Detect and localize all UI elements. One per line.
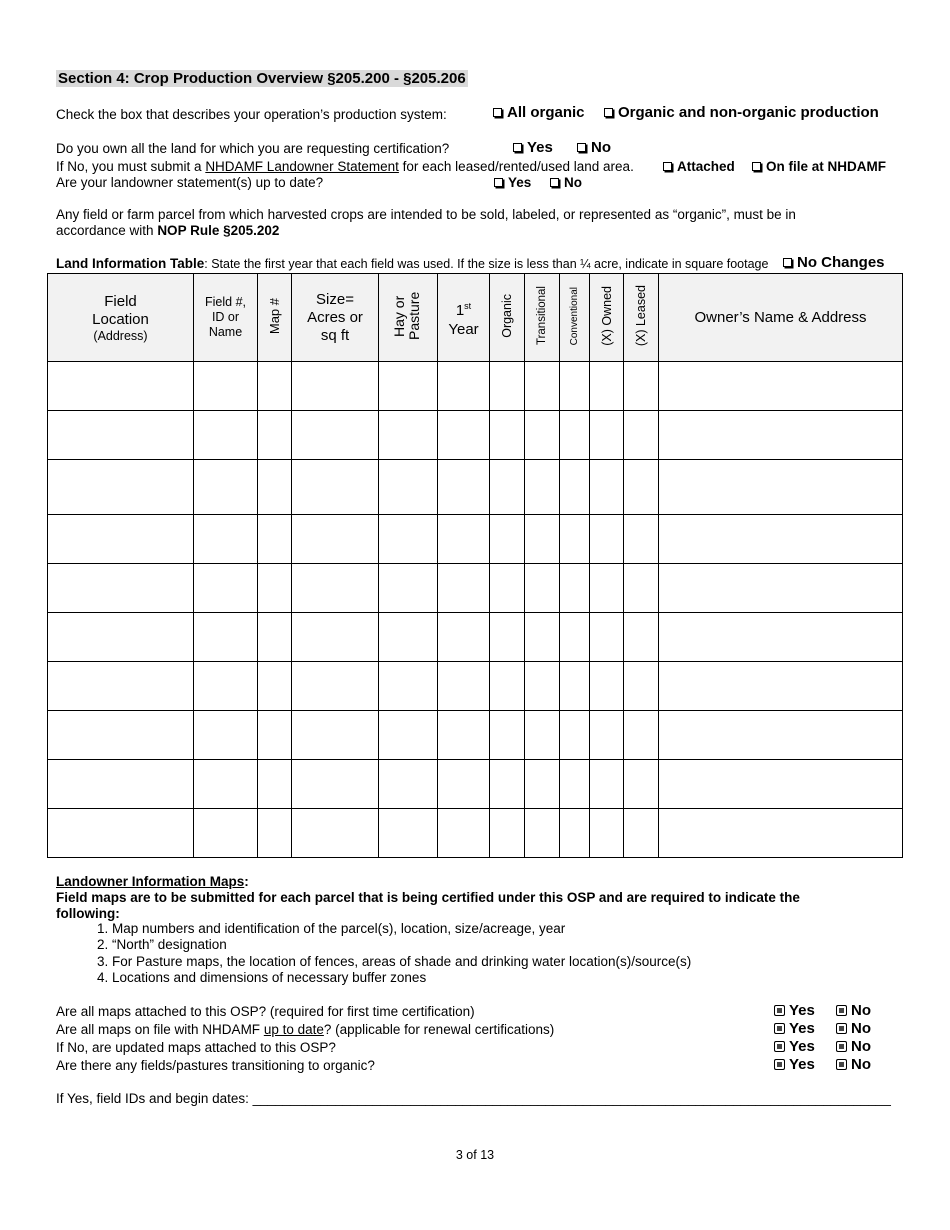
maps-attached-yes[interactable]: Yes [774,1002,815,1019]
table-cell[interactable] [659,460,903,515]
table-cell[interactable] [490,515,525,564]
table-cell[interactable] [490,362,525,411]
header-organic: Organic [490,274,525,362]
table-row [48,662,903,711]
table-cell[interactable] [560,809,590,858]
maps-heading: Landowner Information Maps: [56,874,249,889]
table-cell[interactable] [624,362,659,411]
checkbox-icon[interactable] [663,162,672,171]
header-owned: (X) Owned [590,274,624,362]
checkbox-icon[interactable] [752,162,761,171]
table-cell[interactable] [525,411,560,460]
table-cell[interactable] [490,760,525,809]
field-ids-input[interactable]: _____________________________________________________________________________________ [252,1091,891,1106]
landowner-statement-line: If No, you must submit a NHDAMF Landowner Statement for each leased/rented/used land area. [56,159,634,174]
land-own-yes[interactable]: Yes [513,139,553,156]
table-cell[interactable] [590,809,624,858]
table-cell[interactable] [659,613,903,662]
table-cell[interactable] [379,515,438,564]
table-cell[interactable] [560,515,590,564]
table-cell[interactable] [624,711,659,760]
table-cell[interactable] [624,662,659,711]
table-cell[interactable] [560,362,590,411]
production-question: Check the box that describes your operation’s production system: [56,107,447,122]
table-cell[interactable] [659,564,903,613]
checkbox-icon[interactable] [774,1023,785,1034]
updated-maps-yes[interactable]: Yes [774,1038,815,1055]
checkbox-icon[interactable] [604,108,613,117]
table-cell[interactable] [525,613,560,662]
table-cell[interactable] [194,362,258,411]
table-row [48,564,903,613]
question-updated-maps: If No, are updated maps attached to this OSP? Yes No [56,1038,871,1055]
checkbox-icon[interactable] [494,178,503,187]
checkbox-icon[interactable] [774,1041,785,1052]
table-row [48,711,903,760]
table-cell[interactable] [194,760,258,809]
table-cell[interactable] [624,460,659,515]
table-cell[interactable] [624,760,659,809]
table-cell[interactable] [590,760,624,809]
table-cell[interactable] [438,809,490,858]
statement-on-file-option[interactable]: On file at NHDAMF [752,159,886,174]
rule-note-line2: accordance with NOP Rule §205.202 [56,223,280,238]
table-cell[interactable] [560,564,590,613]
table-cell[interactable] [292,515,379,564]
table-cell[interactable] [258,760,292,809]
table-cell[interactable] [292,460,379,515]
table-cell[interactable] [560,613,590,662]
table-cell[interactable] [194,711,258,760]
maps-requirement: Field maps are to be submitted for each parcel that is being certified under this OSP and are required to indicate the following: [56,890,800,921]
checkbox-icon[interactable] [577,143,586,152]
table-row [48,411,903,460]
table-cell[interactable] [48,362,194,411]
question-transitioning: Are there any fields/pastures transitioning to organic? Yes No [56,1056,871,1073]
table-cell[interactable] [624,809,659,858]
table-cell[interactable] [438,662,490,711]
checkbox-icon[interactable] [513,143,522,152]
table-cell[interactable] [438,711,490,760]
table-cell[interactable] [438,411,490,460]
table-cell[interactable] [379,411,438,460]
table-cell[interactable] [194,809,258,858]
table-cell[interactable] [438,515,490,564]
table-cell[interactable] [292,809,379,858]
header-size: Size= Acres or sq ft [292,274,379,362]
table-cell[interactable] [258,411,292,460]
no-changes-option[interactable]: No Changes [783,254,885,271]
table-cell[interactable] [292,662,379,711]
table-cell[interactable] [379,711,438,760]
table-row [48,613,903,662]
table-cell[interactable] [48,613,194,662]
table-cell[interactable] [525,662,560,711]
table-cell[interactable] [48,515,194,564]
page-number: 3 of 13 [455,1148,495,1162]
table-cell[interactable] [525,515,560,564]
table-cell[interactable] [48,411,194,460]
table-cell[interactable] [590,662,624,711]
table-cell[interactable] [292,411,379,460]
header-map: Map # [258,274,292,362]
table-cell[interactable] [258,613,292,662]
table-cell[interactable] [490,711,525,760]
table-cell[interactable] [590,460,624,515]
transitioning-no[interactable]: No [836,1056,871,1073]
land-table-caption: Land Information Table: State the first year that each field was used. If the size is less than ¼ acre, indicate in square footage [56,256,769,271]
land-own-no[interactable]: No [577,139,611,156]
table-cell[interactable] [590,564,624,613]
maps-on-file-no[interactable]: No [836,1020,871,1037]
list-item: 4. Locations and dimensions of necessary buffer zones [112,970,691,986]
table-row [48,515,903,564]
checkbox-icon[interactable] [836,1005,847,1016]
table-cell[interactable] [292,711,379,760]
header-first-year: 1st Year [438,274,490,362]
table-cell[interactable] [48,711,194,760]
checkbox-icon[interactable] [836,1059,847,1070]
land-own-question: Do you own all the land for which you are requesting certification? [56,141,450,156]
table-cell[interactable] [525,809,560,858]
table-cell[interactable] [258,515,292,564]
table-cell[interactable] [379,362,438,411]
table-cell[interactable] [194,564,258,613]
table-cell[interactable] [525,760,560,809]
table-cell[interactable] [525,564,560,613]
table-cell[interactable] [560,662,590,711]
transitioning-yes[interactable]: Yes [774,1056,815,1073]
table-row [48,809,903,858]
table-cell[interactable] [490,564,525,613]
table-cell[interactable] [438,362,490,411]
uptodate-no[interactable]: No [550,175,582,190]
header-owner: Owner’s Name & Address [659,274,903,362]
maps-on-file-yes[interactable]: Yes [774,1020,815,1037]
table-cell[interactable] [258,564,292,613]
table-cell[interactable] [48,460,194,515]
statement-attached-option[interactable]: Attached [663,159,735,174]
table-cell[interactable] [292,564,379,613]
table-cell[interactable] [379,564,438,613]
checkbox-icon[interactable] [836,1041,847,1052]
table-cell[interactable] [379,460,438,515]
table-row [48,460,903,515]
table-cell[interactable] [590,362,624,411]
table-cell[interactable] [292,362,379,411]
table-cell[interactable] [292,613,379,662]
table-cell[interactable] [194,613,258,662]
table-cell[interactable] [659,515,903,564]
table-cell[interactable] [525,460,560,515]
table-cell[interactable] [659,411,903,460]
checkbox-icon[interactable] [493,108,502,117]
land-information-table [47,273,903,858]
header-field-location: Field Location (Address) [48,274,194,362]
list-item: 1. Map numbers and identification of the parcel(s), location, size/acreage, year [112,921,691,937]
table-cell[interactable] [560,411,590,460]
maps-attached-no[interactable]: No [836,1002,871,1019]
table-cell[interactable] [624,515,659,564]
table-cell[interactable] [194,411,258,460]
map-requirements-list [56,921,691,987]
table-cell[interactable] [379,613,438,662]
landowner-statement-link[interactable]: NHDAMF Landowner Statement [205,159,399,174]
uptodate-yes[interactable]: Yes [494,175,531,190]
table-cell[interactable] [490,613,525,662]
table-row [48,760,903,809]
checkbox-icon[interactable] [774,1059,785,1070]
checkbox-icon[interactable] [836,1023,847,1034]
table-cell[interactable] [490,809,525,858]
table-cell[interactable] [659,362,903,411]
table-cell[interactable] [194,515,258,564]
table-cell[interactable] [438,613,490,662]
question-maps-on-file: Are all maps on file with NHDAMF up to date? (applicable for renewal certifications) Yes No [56,1020,871,1037]
header-transitional: Transitional [525,274,560,362]
table-cell[interactable] [438,760,490,809]
table-cell[interactable] [624,613,659,662]
table-cell[interactable] [560,711,590,760]
table-cell[interactable] [258,662,292,711]
header-leased: (X) Leased [624,274,659,362]
table-cell[interactable] [490,460,525,515]
list-item: 2. “North” designation [112,937,691,953]
table-cell[interactable] [560,460,590,515]
table-cell[interactable] [525,711,560,760]
table-cell[interactable] [659,760,903,809]
table-cell[interactable] [438,564,490,613]
table-cell[interactable] [490,411,525,460]
field-ids-line: If Yes, field IDs and begin dates: _____________________________________________________________________________________ [56,1091,891,1106]
header-hay-pasture: Hay or Pasture [379,274,438,362]
table-cell[interactable] [48,662,194,711]
table-cell[interactable] [48,760,194,809]
table-cell[interactable] [379,662,438,711]
table-cell[interactable] [48,564,194,613]
rule-note-line1: Any field or farm parcel from which harvested crops are intended to be sold, labeled, or represented as “organic”, must be in [56,207,796,222]
section-title: Section 4: Crop Production Overview §205.200 - §205.206 [58,70,466,87]
table-cell[interactable] [258,809,292,858]
uptodate-question: Are your landowner statement(s) up to date? [56,175,324,190]
table-cell[interactable] [624,564,659,613]
table-cell[interactable] [438,460,490,515]
table-cell[interactable] [590,515,624,564]
table-cell[interactable] [194,460,258,515]
table-cell[interactable] [624,411,659,460]
table-cell[interactable] [525,362,560,411]
table-cell[interactable] [590,711,624,760]
production-option-mixed[interactable]: Organic and non-organic production [604,104,879,121]
table-cell[interactable] [292,760,379,809]
table-cell[interactable] [659,662,903,711]
table-row [48,362,903,411]
checkbox-icon[interactable] [783,258,792,267]
production-option-all-organic[interactable]: All organic [493,104,585,121]
header-conventional: Conventional [560,274,590,362]
updated-maps-no[interactable]: No [836,1038,871,1055]
table-cell[interactable] [258,362,292,411]
table-header-row [48,274,903,362]
table-cell[interactable] [490,662,525,711]
table-cell[interactable] [258,460,292,515]
table-cell[interactable] [659,809,903,858]
table-cell[interactable] [659,711,903,760]
table-cell[interactable] [48,809,194,858]
table-cell[interactable] [590,613,624,662]
table-cell[interactable] [379,809,438,858]
table-cell[interactable] [379,760,438,809]
header-field-id: Field #, ID or Name [194,274,258,362]
checkbox-icon[interactable] [774,1005,785,1016]
table-cell[interactable] [590,411,624,460]
question-maps-attached: Are all maps attached to this OSP? (required for first time certification) Yes No [56,1002,871,1019]
table-cell[interactable] [258,711,292,760]
checkbox-icon[interactable] [550,178,559,187]
table-cell[interactable] [560,760,590,809]
list-item: 3. For Pasture maps, the location of fences, areas of shade and drinking water location(s)/source(s) [112,954,691,970]
table-cell[interactable] [194,662,258,711]
